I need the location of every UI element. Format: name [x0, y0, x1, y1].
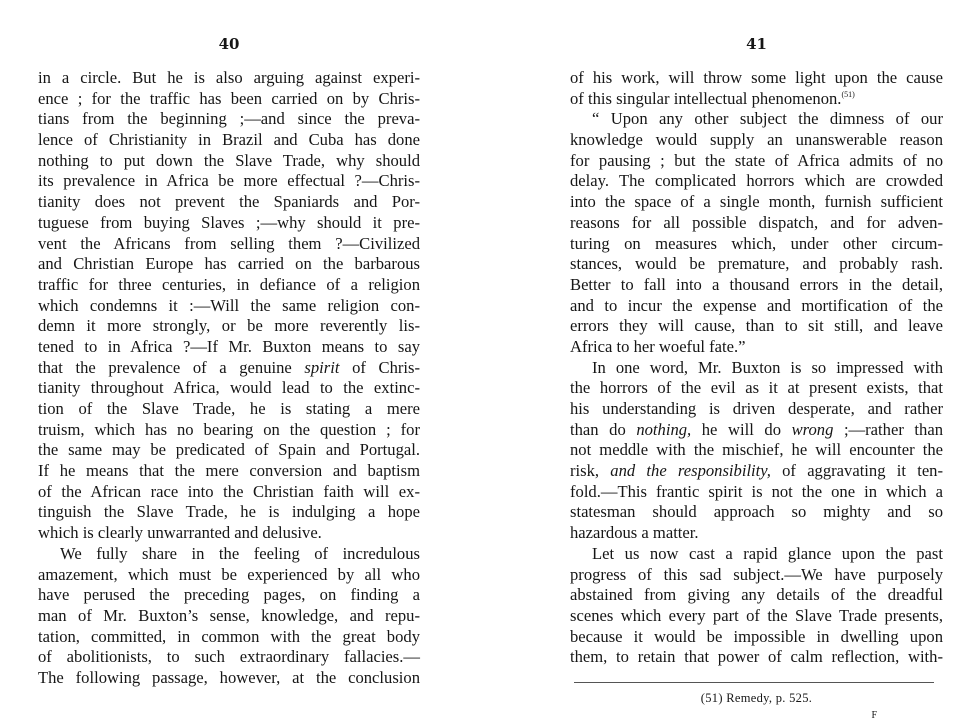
- text-line: reasons for all possible dispatch, and for adven-: [570, 212, 943, 232]
- text-line: of abolitionists, to such extraordinary fallacies.—: [38, 647, 420, 667]
- text-line: his understanding is driven desperate, and rather: [570, 399, 943, 418]
- text-line: “ Upon any other subject the dimness of our: [592, 109, 943, 129]
- body-text: [570, 68, 943, 668]
- text-line: tened to in Africa ?—If Mr. Buxton means to say: [38, 336, 420, 356]
- text-line: Better to fall into a thousand errors in the detail,: [570, 274, 943, 294]
- text-line: errors they will cause, than to sit still, and leave: [570, 316, 943, 336]
- text-run: of Chris-: [339, 357, 420, 377]
- text-line: tion of the Slave Trade, he is stating a mere: [38, 399, 420, 418]
- text-line: [570, 420, 943, 441]
- text-line: traffic for three centuries, in defiance of a religion: [38, 274, 420, 294]
- text-run: ;—rather than: [833, 419, 943, 439]
- text-line: ence ; for the traffic has been carried on by Chris-: [38, 88, 420, 108]
- text-line: which condemns it :—Will the same religion con-: [38, 295, 420, 315]
- left-page: [38, 0, 420, 727]
- text-line: turing on measures which, under other circum-: [570, 233, 943, 253]
- footnote-rule: [574, 682, 934, 683]
- text-line: tians from the beginning ;—and since the preva-: [38, 109, 420, 129]
- text-line: abstained from giving any details of the dreadful: [570, 585, 943, 605]
- text-line: tinguish the Slave Trade, he is indulging a hope: [38, 502, 420, 522]
- text-line: statesman should approach so mighty and so: [570, 502, 943, 522]
- text-line: [38, 358, 420, 379]
- text-line: lence of Christianity in Brazil and Cuba has done: [38, 130, 420, 150]
- text-line: tuguese from buying Slaves ;—why should it pre-: [38, 212, 420, 232]
- text-line: which is clearly unwarranted and delusive.: [38, 523, 322, 543]
- text-line: If he means that the mere conversion and baptism: [38, 461, 420, 481]
- text-line: tianity does not prevent the Spaniards and Por-: [38, 192, 420, 212]
- text-line: In one word, Mr. Buxton is so impressed with: [592, 357, 943, 377]
- page-number: 41: [746, 35, 767, 53]
- text-line: tation, committed, in common with the great body: [38, 626, 420, 646]
- text-line: the horrors of the evil as it at present exists, that: [570, 378, 943, 398]
- text-line: the same may be predicated of Spain and Portugal.: [38, 440, 420, 460]
- text-line: Africa to her woeful fate.”: [570, 336, 746, 356]
- text-line: The following passage, however, at the conclusion: [38, 667, 420, 687]
- text-run: he will do: [691, 419, 792, 439]
- text-run: of aggravating it ten-: [770, 461, 944, 481]
- text-line: of the African race into the Christian faith will ex-: [38, 481, 420, 501]
- emphasis: and the responsibility,: [610, 461, 771, 481]
- text-line: its prevalence in Africa be more effectual ?—Chris-: [38, 171, 420, 191]
- text-line: tianity throughout Africa, would lead to the extinc-: [38, 378, 420, 398]
- emphasis: nothing,: [636, 419, 692, 439]
- text-line: We fully share in the feeling of incredulous: [60, 543, 420, 563]
- footnote: (51) Remedy, p. 525.: [700, 691, 813, 705]
- text-line: progress of this sad subject.—We have purposely: [570, 564, 943, 584]
- signature-mark: F: [871, 710, 877, 721]
- text-line: [570, 461, 943, 482]
- text-line: them, to retain that power of calm reflection, with-: [570, 647, 943, 667]
- text-line: fold.—This frantic spirit is not the one in which a: [570, 481, 943, 501]
- text-line: man of Mr. Buxton’s sense, knowledge, and repu-: [38, 605, 420, 625]
- text-line: have perused the preceding pages, on finding a: [38, 585, 420, 605]
- emphasis: spirit: [304, 357, 340, 377]
- text-line: and Christian Europe has carried on the barbarous: [38, 254, 420, 274]
- text-line: and to incur the expense and mortification of the: [570, 295, 943, 315]
- text-line: stances, would be premature, and probably rash.: [570, 254, 943, 274]
- text-line: truism, which has no bearing on the question ; for: [38, 419, 420, 439]
- text-line: Let us now cast a rapid glance upon the past: [592, 543, 943, 563]
- text-line: nothing to put down the Slave Trade, why should: [38, 150, 420, 170]
- text-line: in a circle. But he is also arguing against experi-: [38, 68, 420, 87]
- text-run: of this singular intellectual phenomenon.: [570, 88, 842, 108]
- page-number: 40: [218, 35, 240, 53]
- text-run: risk,: [570, 461, 611, 481]
- text-run: that the prevalence of a genuine: [38, 357, 305, 377]
- footnote-reference: (51): [841, 89, 855, 99]
- emphasis: wrong: [791, 419, 834, 439]
- text-line: scenes which every part of the Slave Trade presents,: [570, 605, 943, 625]
- body-text: [38, 68, 420, 689]
- text-line: hazardous a matter.: [570, 523, 699, 543]
- text-line: [570, 89, 943, 110]
- text-run: than do: [570, 419, 637, 439]
- text-line: knowledge would supply an unanswerable reason: [570, 130, 943, 150]
- text-line: because it would be impossible in dwelling upon: [570, 626, 943, 646]
- text-line: vent the Africans from selling them ?—Civilized: [38, 233, 420, 253]
- right-page: [570, 0, 943, 727]
- text-line: amazement, which must be experienced by all who: [38, 564, 420, 584]
- text-line: not meddle with the mischief, he will encounter the: [570, 440, 943, 460]
- text-line: demn it more strongly, or be more reverently lis-: [38, 316, 420, 336]
- text-line: delay. The complicated horrors which are crowded: [570, 171, 943, 191]
- text-line: for pausing ; but the state of Africa admits of no: [570, 150, 943, 170]
- text-line: into the space of a single month, furnish sufficient: [570, 192, 943, 212]
- text-line: of his work, will throw some light upon the cause: [570, 68, 943, 87]
